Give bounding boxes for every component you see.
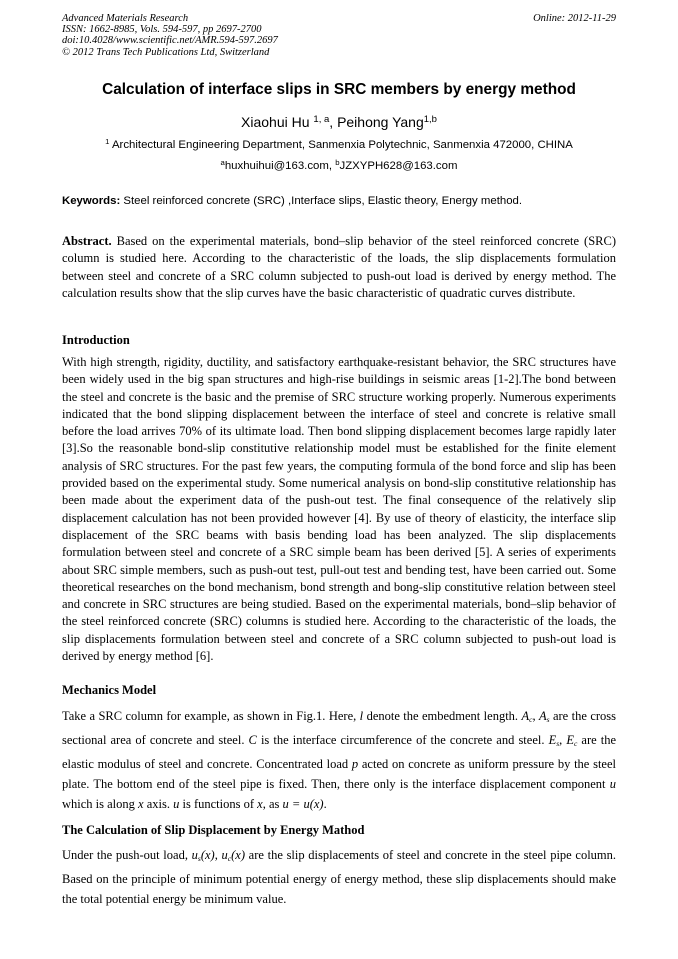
keywords-label: Keywords: [62, 195, 121, 207]
symbol-l: l [359, 709, 364, 723]
introduction-paragraph: With high strength, rigidity, ductility, and satisfactory earthquake-resistant behavior, the SRC structures have been widely used in the big span structures and high-rise buildings in seismic areas [1-2].The bond between the steel and concrete is the basic and the premise of SRC structure working properly. Numerous experiments indicated that the bond slipping displacement between the interface of steel and concrete is relative small before the load arrives 70% of its ultimate load. Then bond slipping displacement becomes large rapidly later [3].So the reasonable bond-slip constitutive relationship model must be established for the finite element analysis of SRC structures. For the past few years, the computing formula of the bond force and slip has been provided based on the experimental study. Some numerical analysis on bond-slip constitutive relationship has been made about the experiment data of the push-out test. The final consequence of the relatively slip displacement calculation has not been provided however [4]. By use of theory of elasticity, the interface slip displacement of the SRC beams with basis bending load has been analyzed. The slip displacements formulation between steel and concrete of a SRC simple beam has been derived [5]. A series of experiments about SRC simple members, such as push-out test, pull-out test and bending test, have been carried out. Some theoretical researches on the bond mechanism, bond strength and bong-slip constitutive relation between steel and concrete in SRC structures are being studied. Based on the experimental materials, bond–slip behavior of the steel reinforced concrete (SRC) columns is studied here. According to the characteristic of the loads, the slip displacements formulation between steel and concrete of a SRC column subjected to push-out load is derived by energy method [6]. [62, 355, 616, 664]
abstract-text: Based on the experimental materials, bond–slip behavior of the steel reinforced concrete (SRC) column is studied here. According to the characteristic of the loads, the slip displacements formulation between steel and concrete of a SRC column subjected to push-out load is derived by energy method. The calculation results show that the slip curves have the basic characteristic of quadratic curves distribute. [62, 234, 616, 300]
keywords [62, 195, 616, 207]
symbol-u: u [609, 776, 616, 791]
online-date: Online: 2012-11-29 [533, 13, 616, 24]
symbol-u: u [173, 796, 180, 811]
section-heading-introduction: Introduction [62, 333, 130, 347]
author-affiliation-mark: 1,b [423, 113, 437, 125]
symbol-us-x: $u_s(x)$ [191, 848, 215, 863]
keywords-text: Steel reinforced concrete (SRC) ,Interface slips, Elastic theory, Energy method. [123, 195, 523, 207]
author-name: Xiaohui Hu [241, 114, 310, 130]
affiliation-text: Architectural Engineering Department, Sanmenxia Polytechnic, Sanmenxia 472000, CHINA [111, 139, 573, 151]
section-heading-mechanics-model: Mechanics Model [62, 683, 157, 697]
email-address: huxhuihui@163.com, [224, 160, 333, 172]
author-emails [0, 157, 678, 172]
journal-header [62, 13, 616, 58]
email-mark: b [335, 157, 340, 167]
symbol-Ec: $E_c$ [566, 732, 578, 748]
section-heading-calculation: The Calculation of Slip Displacement by Energy Mathod [62, 823, 365, 837]
symbol-p: p [351, 756, 359, 771]
journal-name: Advanced Materials Research [62, 13, 189, 24]
author-list: Xiaohui Hu $^{1, a}$, Peihong Yang$^{1,b}$ [241, 113, 437, 130]
affiliation-mark: 1 [105, 136, 110, 146]
author-name: Peihong Yang [337, 114, 424, 130]
author-affiliation-mark: 1, a [313, 113, 330, 125]
symbol-uc-x: $u_c(x)$ [221, 848, 245, 863]
abstract [62, 233, 616, 302]
symbol-x: x [138, 796, 144, 811]
calculation-paragraph: Under the push-out load, $u_s(x)$, $u_c(x)$ are the slip displacements of steel and concrete in the steel pipe column. Based on the principle of minimum potential energy of energy method, these slip displacements should make the total potential energy be minimum value. [62, 848, 617, 906]
doi-line: doi:10.4028/www.scientific.net/AMR.594-597.2697 [62, 35, 278, 47]
issn-line: ISSN: 1662-8985, Vols. 594-597, pp 2697-2700 [62, 24, 262, 36]
equation-u-of-x: u = u(x) [282, 796, 324, 811]
symbol-Es: $E_s$ [548, 732, 560, 748]
copyright-line: © 2012 Trans Tech Publications Ltd, Switzerland [62, 46, 270, 58]
email-mark: a [220, 157, 225, 167]
symbol-Ac: $A_c$ [521, 709, 533, 724]
symbol-x: x [257, 796, 263, 811]
abstract-label: Abstract. [62, 234, 112, 248]
affiliation [0, 136, 678, 151]
symbol-As: $A_s$ [539, 709, 550, 724]
symbol-C: C [248, 732, 257, 747]
email-address: JZXYPH628@163.com [339, 160, 458, 172]
paper-title: Calculation of interface slips in SRC members by energy method [102, 81, 576, 98]
mechanics-model-paragraph: Take a SRC column for example, as shown in Fig.1. Here, l denote the embedment length. $A_c$, $A_s$ are the cross sectional area of concrete and steel. C is the interface circumference of the concrete and steel. $E_s$, $E_c$ are the elastic modulus of steel and concrete. Concentrated load p acted on concrete as uniform pressure by the steel plate. The bottom end of the steel pipe is fixed. Then, there only is the interface displacement component u which is along x axis. u is functions of x, as u = u(x). [62, 709, 617, 811]
